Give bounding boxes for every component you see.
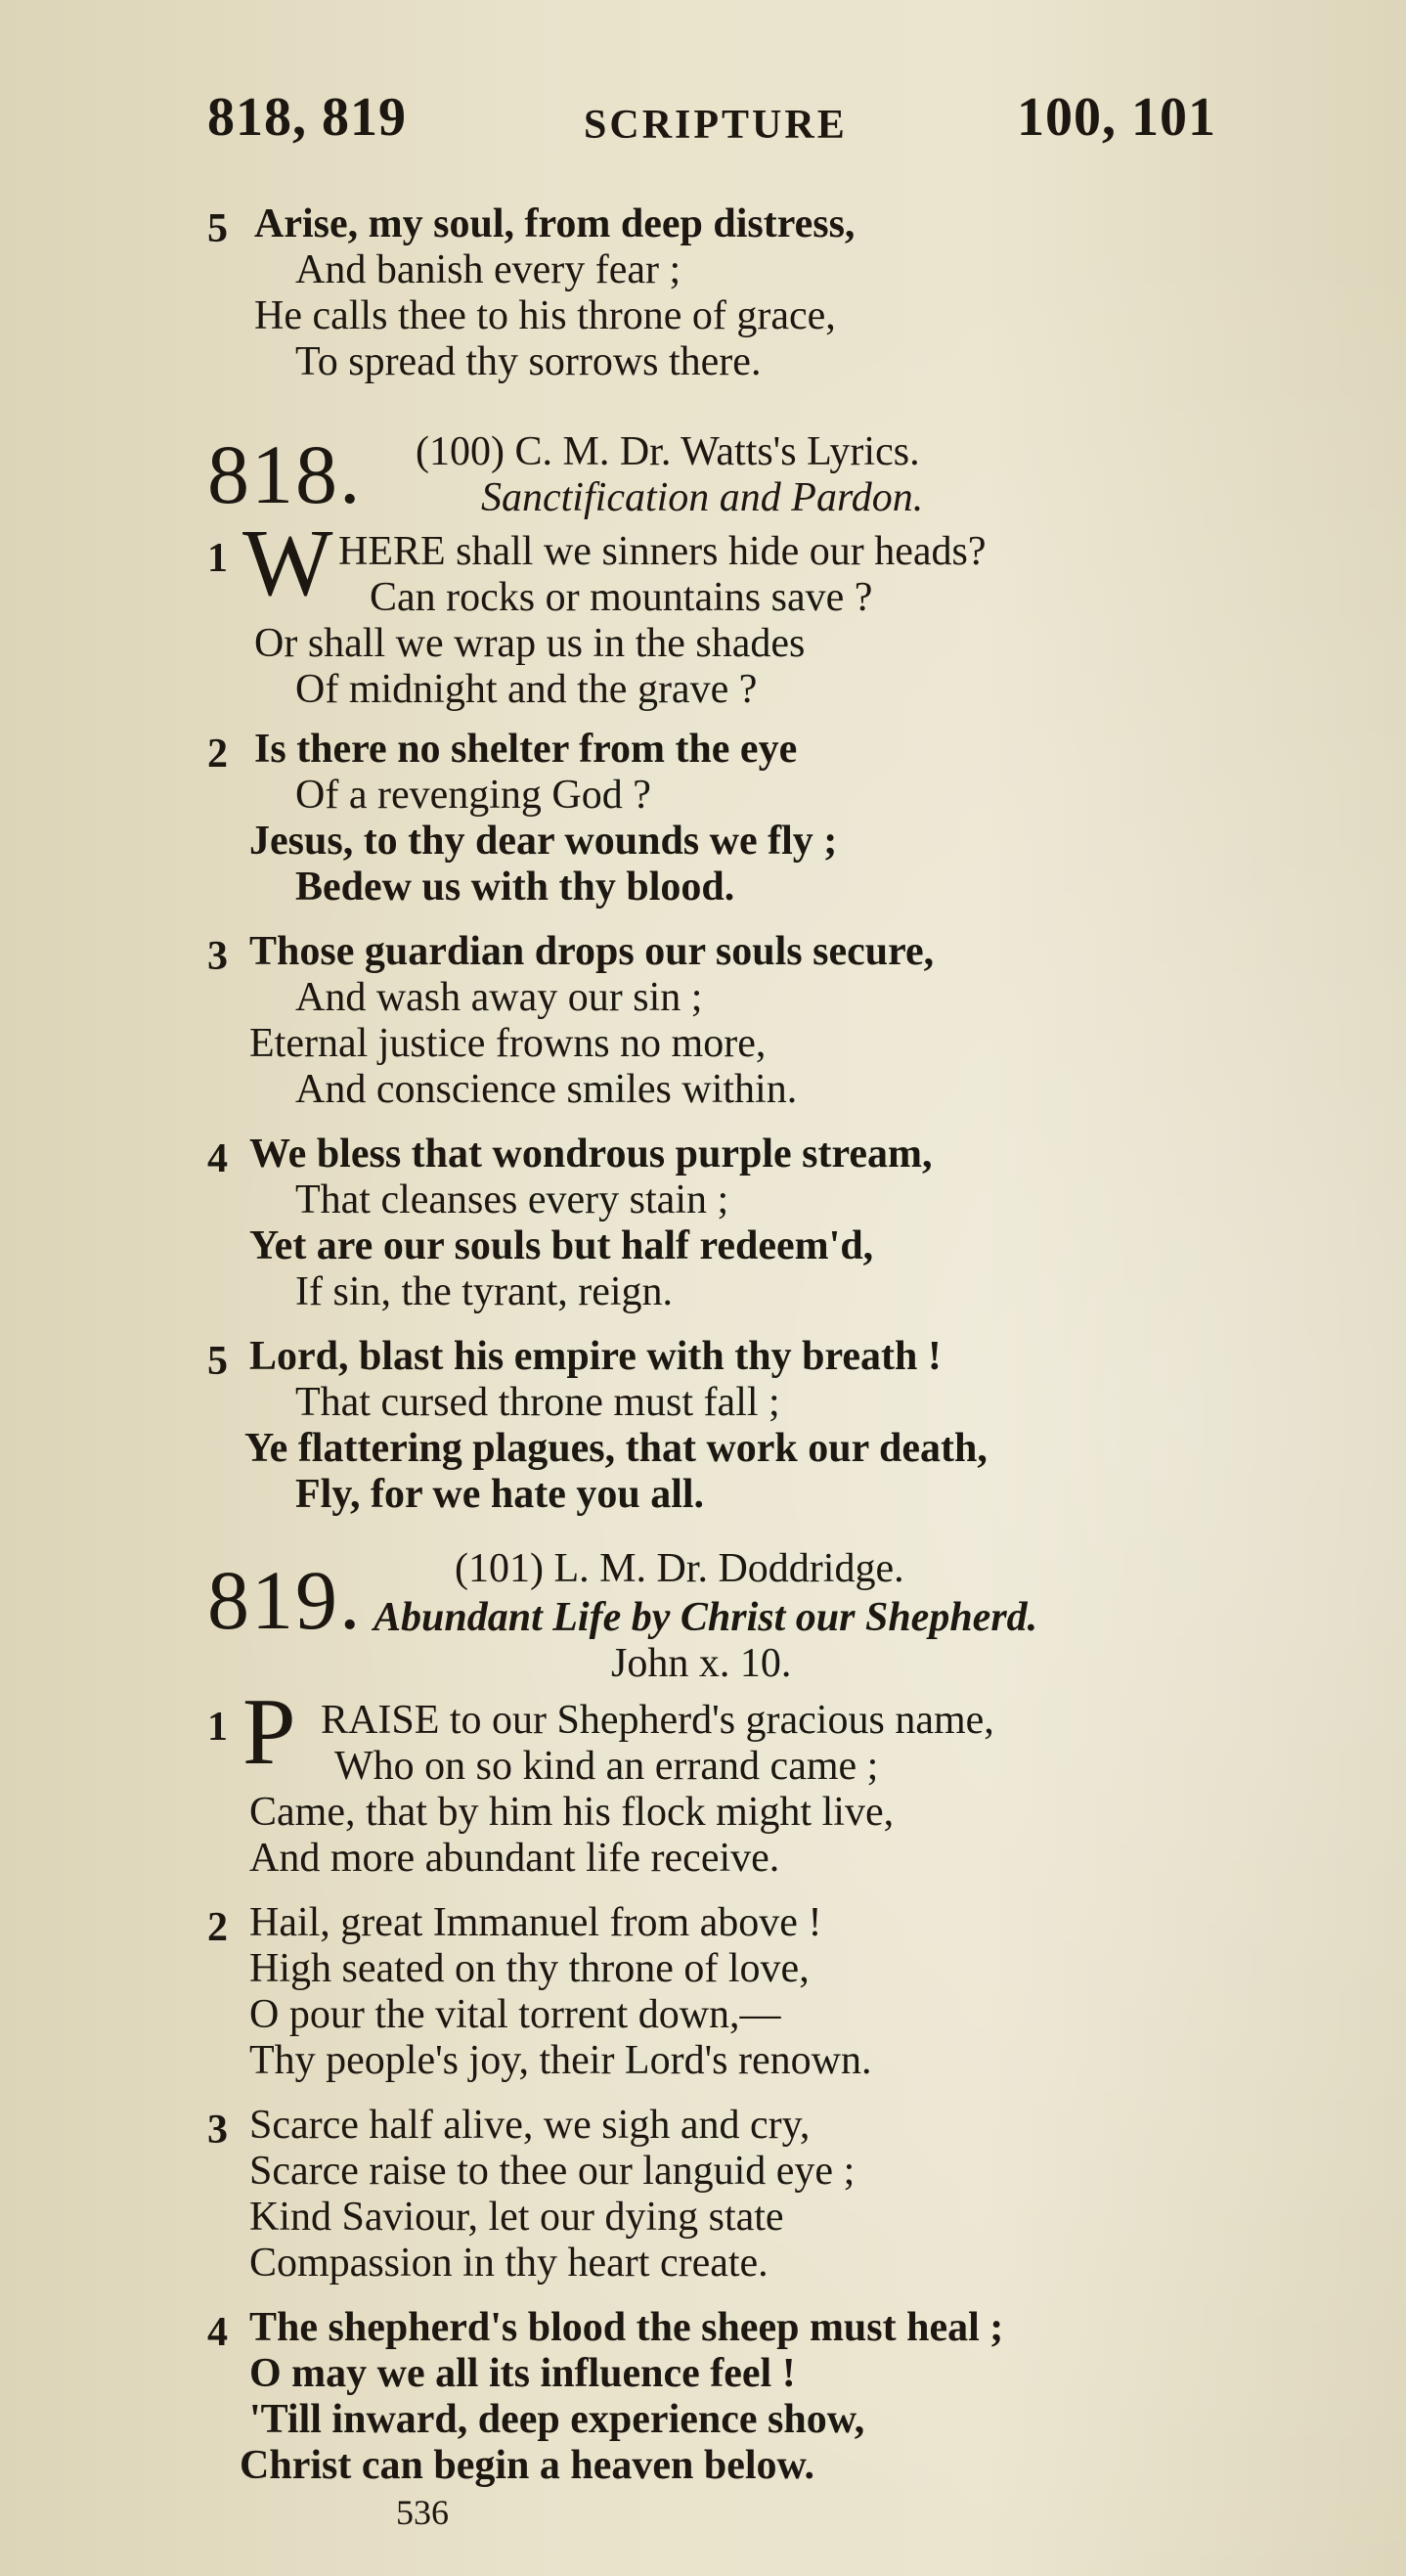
hymn-subtitle: Sanctification and Pardon. (481, 475, 924, 520)
verse-line: Bedew us with thy blood. (295, 865, 735, 910)
verse-line: Compassion in thy heart create. (249, 2241, 769, 2286)
verse-line: He calls thee to his throne of grace, (254, 293, 836, 338)
verse-line: Thy people's joy, their Lord's renown. (249, 2038, 872, 2083)
drop-cap: W (242, 511, 333, 616)
verse-line: Christ can begin a heaven below. (240, 2443, 815, 2488)
verse-number: 5 (207, 206, 228, 251)
header-hymn-range: 818, 819 (207, 87, 407, 148)
verse-line: Eternal justice frowns no more, (249, 1021, 767, 1066)
verse-line: And conscience smiles within. (295, 1067, 798, 1112)
verse-line: Hail, great Immanuel from above ! (249, 1900, 822, 1945)
verse-number: 3 (207, 934, 228, 979)
verse-line: Is there no shelter from the eye (254, 727, 798, 772)
verse-line: Fly, for we hate you all. (295, 1472, 705, 1517)
verse-number: 4 (207, 1136, 228, 1181)
header-section-title: SCRIPTURE (584, 103, 848, 148)
verse-line: 'Till inward, deep experience show, (249, 2397, 865, 2442)
verse-number: 5 (207, 1339, 228, 1384)
drop-cap: P (242, 1679, 296, 1785)
verse-line: Arise, my soul, from deep distress, (254, 201, 856, 246)
verse-number: 1 (207, 1705, 228, 1750)
verse-line: RAISE to our Shepherd's gracious name, (321, 1698, 994, 1743)
verse-line: That cursed throne must fall ; (295, 1380, 780, 1425)
verse-line: Those guardian drops our souls secure, (249, 929, 935, 974)
hymn-meter-author: (101) L. M. Dr. Doddridge. (455, 1546, 904, 1591)
verse-line: Yet are our souls but half redeem'd, (249, 1223, 874, 1268)
verse-line: And banish every fear ; (295, 247, 681, 292)
verse-line: And wash away our sin ; (295, 975, 703, 1020)
verse-line: Came, that by him his flock might live, (249, 1790, 895, 1835)
verse-line: We bless that wondrous purple stream, (249, 1132, 933, 1177)
page-number: 536 (396, 2493, 449, 2532)
verse-line: Kind Saviour, let our dying state (249, 2195, 784, 2240)
verse-line: Lord, blast his empire with thy breath ! (249, 1334, 942, 1379)
verse-line: High seated on thy throne of love, (249, 1946, 810, 1991)
verse-line: O pour the vital torrent down,— (249, 1992, 781, 2037)
verse-line: The shepherd's blood the sheep must heal ; (249, 2305, 1004, 2350)
verse-line: Scarce half alive, we sigh and cry, (249, 2103, 811, 2148)
verse-line: HERE shall we sinners hide our heads? (338, 529, 987, 574)
hymn-number: 819. (207, 1553, 363, 1647)
verse-number: 3 (207, 2108, 228, 2153)
verse-line: And more abundant life receive. (249, 1836, 780, 1881)
verse-line: Ye flattering plagues, that work our death, (244, 1426, 988, 1471)
verse-line: To spread thy sorrows there. (295, 339, 762, 384)
verse-line: Or shall we wrap us in the shades (254, 621, 806, 666)
verse-line: If sin, the tyrant, reign. (295, 1269, 674, 1314)
verse-line: That cleanses every stain ; (295, 1177, 729, 1222)
header-tune-range: 100, 101 (1017, 87, 1216, 148)
verse-line: O may we all its influence feel ! (249, 2351, 796, 2396)
verse-line: Who on so kind an errand came ; (334, 1744, 879, 1789)
hymn-number: 818. (207, 427, 363, 521)
verse-number: 2 (207, 732, 228, 777)
verse-line: Of midnight and the grave ? (295, 667, 758, 712)
scripture-reference: John x. 10. (611, 1641, 792, 1686)
verse-number: 2 (207, 1905, 228, 1950)
verse-line: Can rocks or mountains save ? (370, 575, 873, 620)
verse-number: 1 (207, 536, 228, 581)
verse-line: Of a revenging God ? (295, 773, 651, 818)
verse-line: Jesus, to thy dear wounds we fly ; (249, 819, 838, 864)
hymn-subtitle: Abundant Life by Christ our Shepherd. (373, 1595, 1038, 1640)
verse-number: 4 (207, 2310, 228, 2355)
hymn-meter-author: (100) C. M. Dr. Watts's Lyrics. (416, 429, 920, 474)
verse-line: Scarce raise to thee our languid eye ; (249, 2149, 856, 2194)
